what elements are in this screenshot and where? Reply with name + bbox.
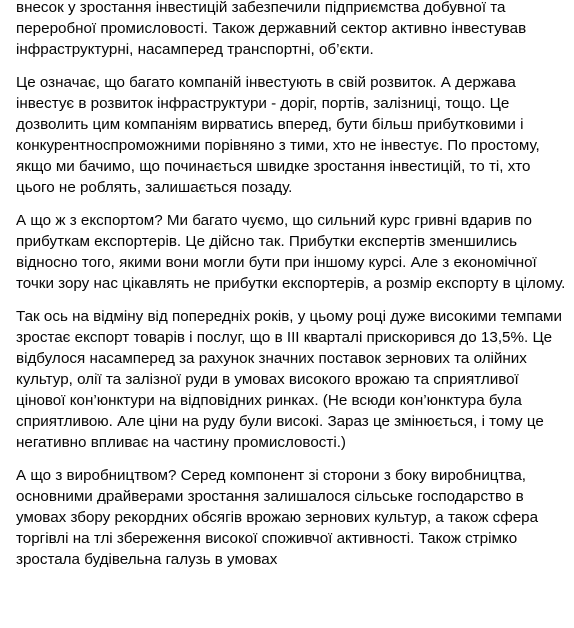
paragraph-meaning: Це означає, що багато компаній інвестують в свій розвиток. А держава інвестує в розвиток інфраструктури - доріг, портів, залізниці, тощо. Це дозволить цим компаніям вирватись вперед, бути більш прибутковими і конкурентноспроможними порівняно з тими, хто не інвестує. По простому, якщо ми бачимо, що починається швидке зростання інвестицій, то ті, хто цього не роблять, залишається позаду. [16,74,540,196]
paragraph-production: А що з виробництвом? Серед компонент зі сторони з боку виробництва, основними драйверами зростання залишалося сільське господарство в умовах збору рекордних обсягів врожаю зернових культур, а також сфера торгівлі на тлі збереження високої споживчої активності. Також стрімко зростала будівельна галузь в умовах [16,467,539,568]
paragraph-export-question: А що ж з експортом? Ми багато чуємо, що сильний курс гривні вдарив по прибуткам експортерів. Це дійсно так. Прибутки експертів зменшились відносно того, якими вони могли бути при іншому курсі. Але з економічної точки зору нас цікавлять не прибутки експортерів, а розмір експорту в цілому. [16,212,566,292]
paragraph-export-growth: Так ось на відміну від попередніх років, у цьому році дуже високими темпами зростає експорт товарів і послуг, що в ІІІ кварталі прискорився до 13,5%. Це відбулося насамперед за рахунок значних поставок зернових та олійних культур, олії та залізної руди в умовах високого врожаю та сприятливої цінової кон’юнктури на відповідних ринках. (Не всюди кон’юнктура була сприятливою. Але ціни на руду були високі. Зараз це змінюється, і тому це негативно впливає на частину промисловості.) [16,308,562,451]
paragraph-investment: внесок у зростання інвестицій забезпечили підприємства добувної та переробної промисловості. Також державний сектор активно інвестував інфраструктурні, насамперед транспортні, об’єкти. [16,0,527,58]
